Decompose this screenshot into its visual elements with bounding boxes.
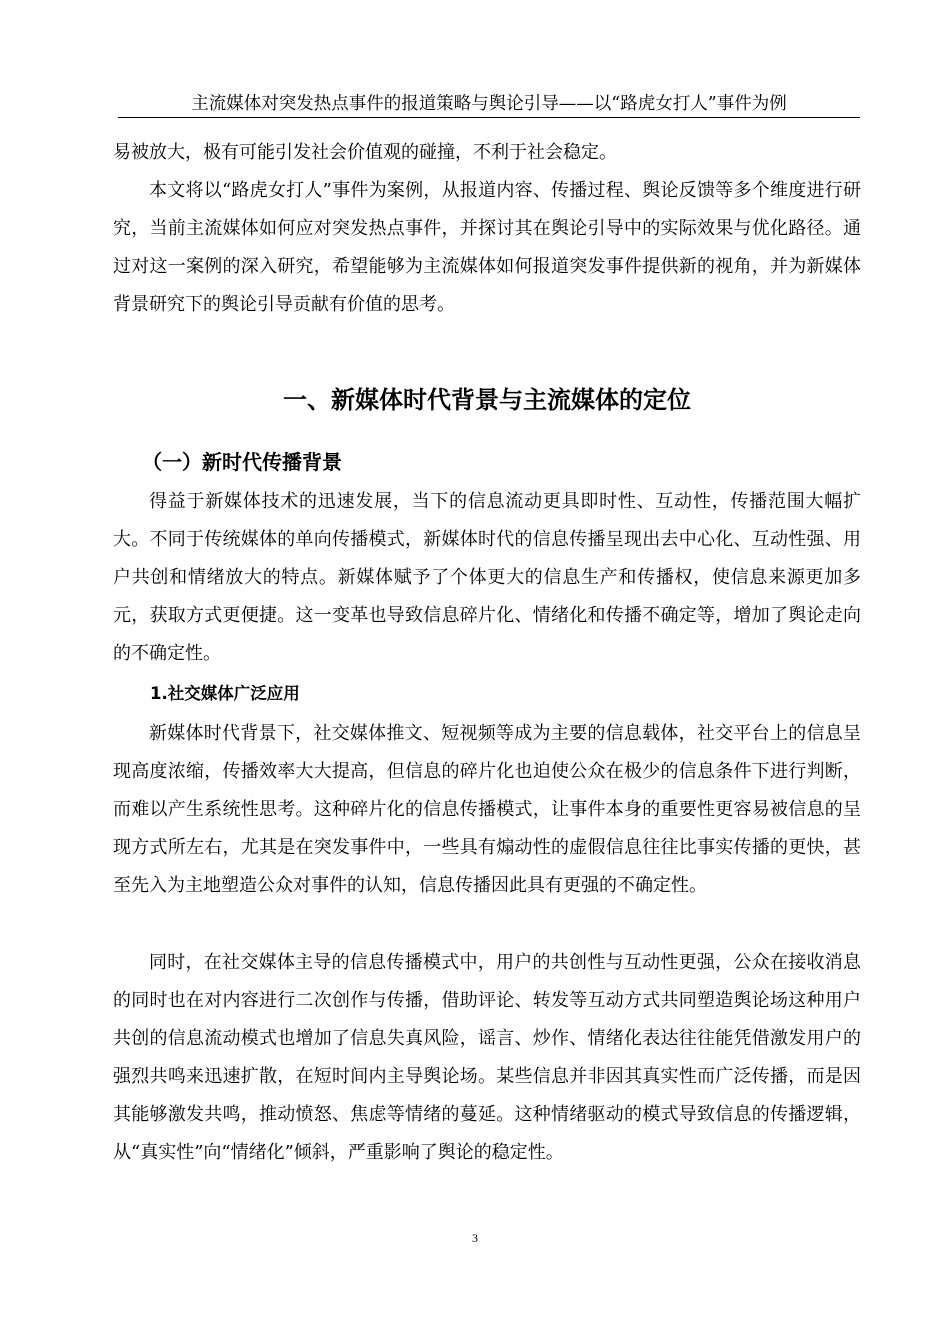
section-title: （一）新时代传播背景 [142,450,342,474]
running-header-title: 主流媒体对突发热点事件的报道策略与舆论引导——以“路虎女打人”事件为例 [191,94,787,114]
continuation-paragraph: 易被放大，极有可能引发社会价值观的碰撞，不利于社会稳定。 [113,142,617,163]
subsection-paragraph-1: 新媒体时代背景下，社交媒体推文、短视频等成为主要的信息载体，社交平台上的信息呈现高度浓缩，传播效率大大提高，但信息的碎片化也迫使公众在极少的信息条件下进行判断，而难以产生系统性思考。这种碎片化的信息传播模式，让事件本身的重要性更容易被信息的呈现方式所左右，尤其是在突发事件中，一些具有煽动性的虚假信息往往比事实传播的更快，甚至先入为主地塑造公众对事件的认知，信息传播因此具有更强的不确定性。 [113,723,861,896]
subsection-paragraph-2: 同时，在社交媒体主导的信息传播模式中，用户的共创性与互动性更强，公众在接收消息的同时也在对内容进行二次创作与传播，借助评论、转发等互动方式共同塑造舆论场这种用户共创的信息流动模式也增加了信息失真风险，谣言、炒作、情绪化表达往往能凭借激发用户的强烈共鸣来迅速扩散，在短时间内主导舆论场。某些信息并非因其真实性而广泛传播，而是因其能够激发共鸣，推动愤怒、焦虑等情绪的蔓延。这种情绪驱动的模式导致信息的传播逻辑，从“真实性”向“情绪化”倾斜，严重影响了舆论的稳定性。 [113,952,861,1163]
subsection-title: 1.社交媒体广泛应用 [150,684,300,703]
section-paragraph: 得益于新媒体技术的迅速发展，当下的信息流动更具即时性、互动性，传播范围大幅扩大。不同于传统媒体的单向传播模式，新媒体时代的信息传播呈现出去中心化、互动性强、用户共创和情绪放大的特点。新媒体赋予了个体更大的信息生产和传播权，使信息来源更加多元，获取方式更便捷。这一变革也导致信息碎片化、情绪化和传播不确定等，增加了舆论走向的不确定性。 [113,491,861,664]
page-number: 3 [472,1231,478,1245]
header-rule [118,117,860,118]
chapter-title: 一、新媒体时代背景与主流媒体的定位 [283,386,691,414]
intro-paragraph: 本文将以“路虎女打人”事件为案例，从报道内容、传播过程、舆论反馈等多个维度进行研究，当前主流媒体如何应对突发热点事件，并探讨其在舆论引导中的实际效果与优化路径。通过对这一案例的深入研究，希望能够为主流媒体如何报道突发事件提供新的视角，并为新媒体背景研究下的舆论引导贡献有价值的思考。 [113,180,861,315]
